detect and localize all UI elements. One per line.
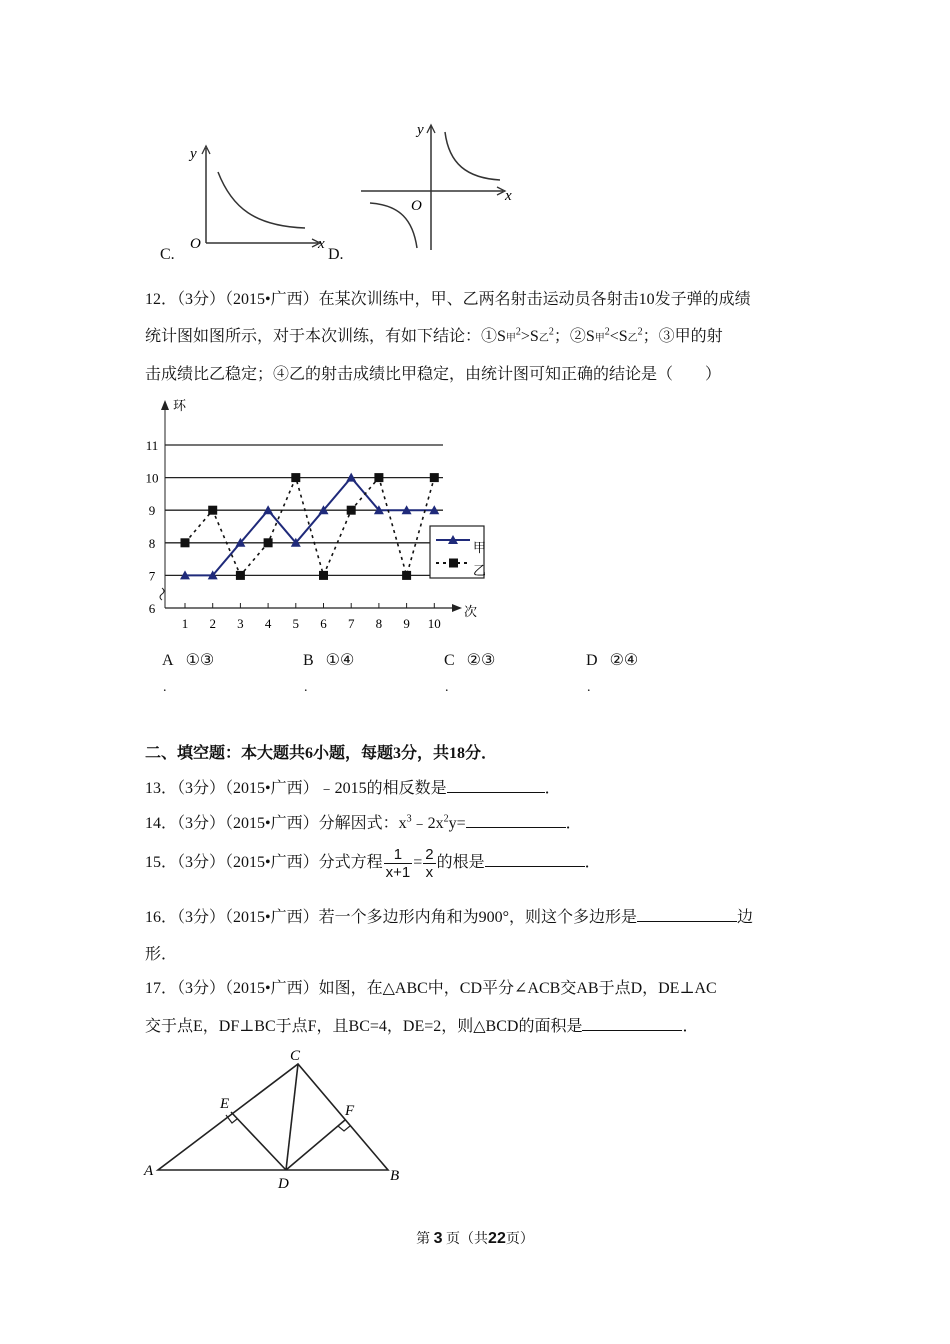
q14-mid: ﹣2x bbox=[411, 815, 444, 832]
series-1-point-9 bbox=[402, 571, 411, 580]
q14-text: 14．（3分）（2015•广西）分解因式：x bbox=[145, 815, 407, 832]
y-tick-label-6: 6 bbox=[148, 601, 156, 616]
q12-option-a-text: ①③ bbox=[185, 652, 215, 669]
q12-option-b[interactable] bbox=[303, 650, 354, 670]
q12-line2 bbox=[145, 323, 723, 346]
q15-tail: 的根是 bbox=[436, 854, 485, 872]
q16-text: 16．（3分）（2015•广西）若一个多边形内角和为900°，则这个多边形是 bbox=[145, 909, 638, 926]
q16-answer-blank[interactable] bbox=[637, 907, 737, 922]
triangle-svg bbox=[138, 1040, 413, 1190]
q12-line2-a: 统计图如图所示，对于本次训练，有如下结论：①S bbox=[145, 328, 506, 345]
q14-exp1: 3 bbox=[406, 813, 412, 825]
series-1-point-5 bbox=[291, 473, 300, 482]
page-footer bbox=[0, 1228, 950, 1248]
q12-sup-4: 2 bbox=[637, 326, 643, 338]
option-d-graph-svg bbox=[355, 118, 525, 258]
series-1-point-3 bbox=[236, 571, 245, 580]
series-line-0 bbox=[185, 478, 434, 576]
option-d-label: D. bbox=[328, 246, 344, 263]
label-a: A bbox=[144, 1163, 154, 1179]
label-c: C bbox=[290, 1048, 301, 1064]
option-c-graph-svg bbox=[160, 140, 340, 265]
q12-option-c[interactable] bbox=[444, 650, 495, 670]
series-1-point-1 bbox=[181, 538, 190, 547]
y-tick-label-9: 9 bbox=[148, 503, 156, 519]
q12-option-c-dot: . bbox=[445, 680, 449, 695]
q15-eq: = bbox=[413, 854, 423, 872]
q14-tail: y= bbox=[448, 815, 466, 832]
q15-fraction-1 bbox=[384, 846, 413, 881]
axis-break bbox=[160, 588, 164, 600]
x-tick-label-3: 3 bbox=[237, 616, 244, 631]
q15-den1: x+1 bbox=[385, 864, 411, 881]
q15-num2: 2 bbox=[425, 846, 434, 863]
d-axis-y: y bbox=[417, 122, 424, 138]
q12-option-a[interactable] bbox=[162, 650, 214, 670]
x-tick-label-6: 6 bbox=[320, 616, 327, 631]
option-c-graph bbox=[160, 140, 340, 265]
q12-option-d-letter: D bbox=[586, 652, 598, 669]
q17-line1: 17．（3分）（2015•广西）如图，在△ABC中，CD平分∠ACB交AB于点D，DE⊥AC bbox=[145, 980, 717, 997]
legend-label-0: 甲 bbox=[473, 540, 485, 555]
q12-sub-yi-2: 乙 bbox=[627, 333, 638, 344]
q15-den2: x bbox=[425, 864, 434, 881]
series-1-point-7 bbox=[347, 506, 356, 515]
label-b: B bbox=[390, 1168, 400, 1184]
q12-option-d-text: ②④ bbox=[609, 652, 639, 669]
option-c-label: C. bbox=[160, 246, 175, 263]
footer-total: 22 bbox=[488, 1230, 506, 1247]
legend-label-1: 乙 bbox=[473, 563, 485, 578]
label-f: F bbox=[345, 1103, 355, 1119]
right-angle-f bbox=[338, 1126, 350, 1131]
q14 bbox=[145, 810, 582, 833]
q12-sup-3: 2 bbox=[604, 326, 610, 338]
q12-option-a-dot: . bbox=[163, 680, 167, 695]
y-tick-label-8: 8 bbox=[148, 535, 156, 551]
q12-line3: 击成绩比乙稳定；④乙的射击成绩比甲稳定，由统计图可知正确的结论是（ ） bbox=[145, 366, 722, 383]
x-tick-label-10: 10 bbox=[427, 616, 441, 631]
q12-option-b-letter: B bbox=[303, 652, 314, 669]
q12-line1: 12．（3分）（2015•广西）在某次训练中，甲、乙两名射击运动员各射击10发子弹的成绩 bbox=[145, 291, 751, 308]
c-axis-x: x bbox=[318, 236, 325, 252]
q12-sub-yi-1: 乙 bbox=[538, 333, 549, 344]
q13 bbox=[145, 775, 561, 798]
series-1-point-10 bbox=[430, 473, 439, 482]
segment-cd bbox=[286, 1064, 298, 1170]
footer-a: 第 bbox=[416, 1232, 431, 1247]
series-1-point-2 bbox=[208, 506, 217, 515]
x-tick-label-1: 1 bbox=[181, 616, 189, 631]
q12-sub-jia-2: 甲 bbox=[594, 333, 605, 344]
y-tick-label-10: 10 bbox=[145, 470, 159, 486]
q13-suffix: ． bbox=[544, 780, 561, 797]
q17-line2 bbox=[145, 1013, 698, 1036]
q17-text: 交于点E，DF⊥BC于点F，且BC=4，DE=2，则△BCD的面积是 bbox=[145, 1018, 583, 1035]
q12-sup-2: 2 bbox=[548, 326, 554, 338]
x-axis-arrow bbox=[452, 604, 462, 612]
series-1-point-4 bbox=[264, 538, 273, 547]
q12-option-b-text: ①④ bbox=[325, 652, 355, 669]
q16-end: 边 bbox=[737, 909, 754, 926]
x-tick-label-9: 9 bbox=[403, 616, 410, 631]
q12-option-b-dot: . bbox=[304, 680, 308, 695]
d-origin: O bbox=[411, 198, 422, 214]
triangle-figure bbox=[138, 1040, 413, 1190]
score-chart-svg bbox=[140, 398, 485, 638]
q12-option-c-letter: C bbox=[444, 652, 455, 669]
q16-line1 bbox=[145, 904, 753, 927]
q17-answer-blank[interactable] bbox=[582, 1016, 682, 1031]
q14-exp2: 2 bbox=[443, 813, 449, 825]
y-axis-arrow bbox=[161, 400, 169, 410]
q15-answer-blank[interactable] bbox=[485, 852, 585, 867]
q12-line2-end: ；③甲的射 bbox=[642, 328, 723, 345]
footer-c: 页） bbox=[505, 1232, 534, 1247]
q12-option-d[interactable] bbox=[586, 650, 638, 670]
label-e: E bbox=[220, 1096, 230, 1112]
q15-text: 15．（3分）（2015•广西）分式方程 bbox=[145, 854, 383, 872]
q12-gt: >S bbox=[520, 328, 539, 345]
q13-text: 13．（3分）（2015•广西）﹣2015的相反数是 bbox=[145, 780, 447, 797]
q12-option-c-text: ②③ bbox=[466, 652, 496, 669]
q15-suffix: ． bbox=[584, 854, 601, 872]
x-axis-label: 次 bbox=[464, 604, 478, 619]
d-axis-x: x bbox=[505, 188, 512, 204]
y-tick-label-7: 7 bbox=[148, 568, 156, 584]
q14-suffix: ． bbox=[565, 815, 582, 832]
score-chart bbox=[140, 398, 485, 638]
series-1-point-6 bbox=[319, 571, 328, 580]
footer-b: 页（共 bbox=[446, 1232, 489, 1247]
series-1-point-8 bbox=[374, 473, 383, 482]
footer-page: 3 bbox=[433, 1230, 443, 1247]
q14-answer-blank[interactable] bbox=[466, 813, 566, 828]
q12-option-d-dot: . bbox=[587, 680, 591, 695]
q17-suffix: ． bbox=[682, 1018, 699, 1035]
x-tick-label-5: 5 bbox=[292, 616, 300, 631]
segment-df bbox=[286, 1120, 345, 1170]
x-tick-label-2: 2 bbox=[209, 616, 216, 631]
q12-lt: <S bbox=[609, 328, 628, 345]
q12-sub-jia-1: 甲 bbox=[505, 333, 516, 344]
q16-line2: 形． bbox=[145, 946, 178, 963]
option-d-graph bbox=[355, 118, 525, 258]
c-axis-y: y bbox=[190, 146, 197, 162]
x-tick-label-4: 4 bbox=[264, 616, 272, 631]
y-axis-label: 环 bbox=[173, 398, 187, 413]
q12-option-a-letter: A bbox=[162, 652, 174, 669]
segment-de bbox=[231, 1112, 286, 1170]
section2-heading: 二、填空题：本大题共6小题，每题3分，共18分． bbox=[145, 745, 498, 762]
x-tick-label-8: 8 bbox=[375, 616, 383, 631]
legend-marker-1 bbox=[449, 559, 458, 568]
q12-sup-1: 2 bbox=[515, 326, 521, 338]
q12-mid: ；②S bbox=[553, 328, 595, 345]
label-d: D bbox=[278, 1176, 289, 1190]
q15 bbox=[145, 846, 601, 881]
x-tick-label-7: 7 bbox=[347, 616, 355, 631]
y-tick-label-11: 11 bbox=[145, 438, 159, 453]
q15-num1: 1 bbox=[384, 846, 413, 864]
q15-fraction-2 bbox=[423, 846, 435, 881]
q13-answer-blank[interactable] bbox=[447, 778, 545, 793]
c-origin: O bbox=[190, 236, 201, 252]
